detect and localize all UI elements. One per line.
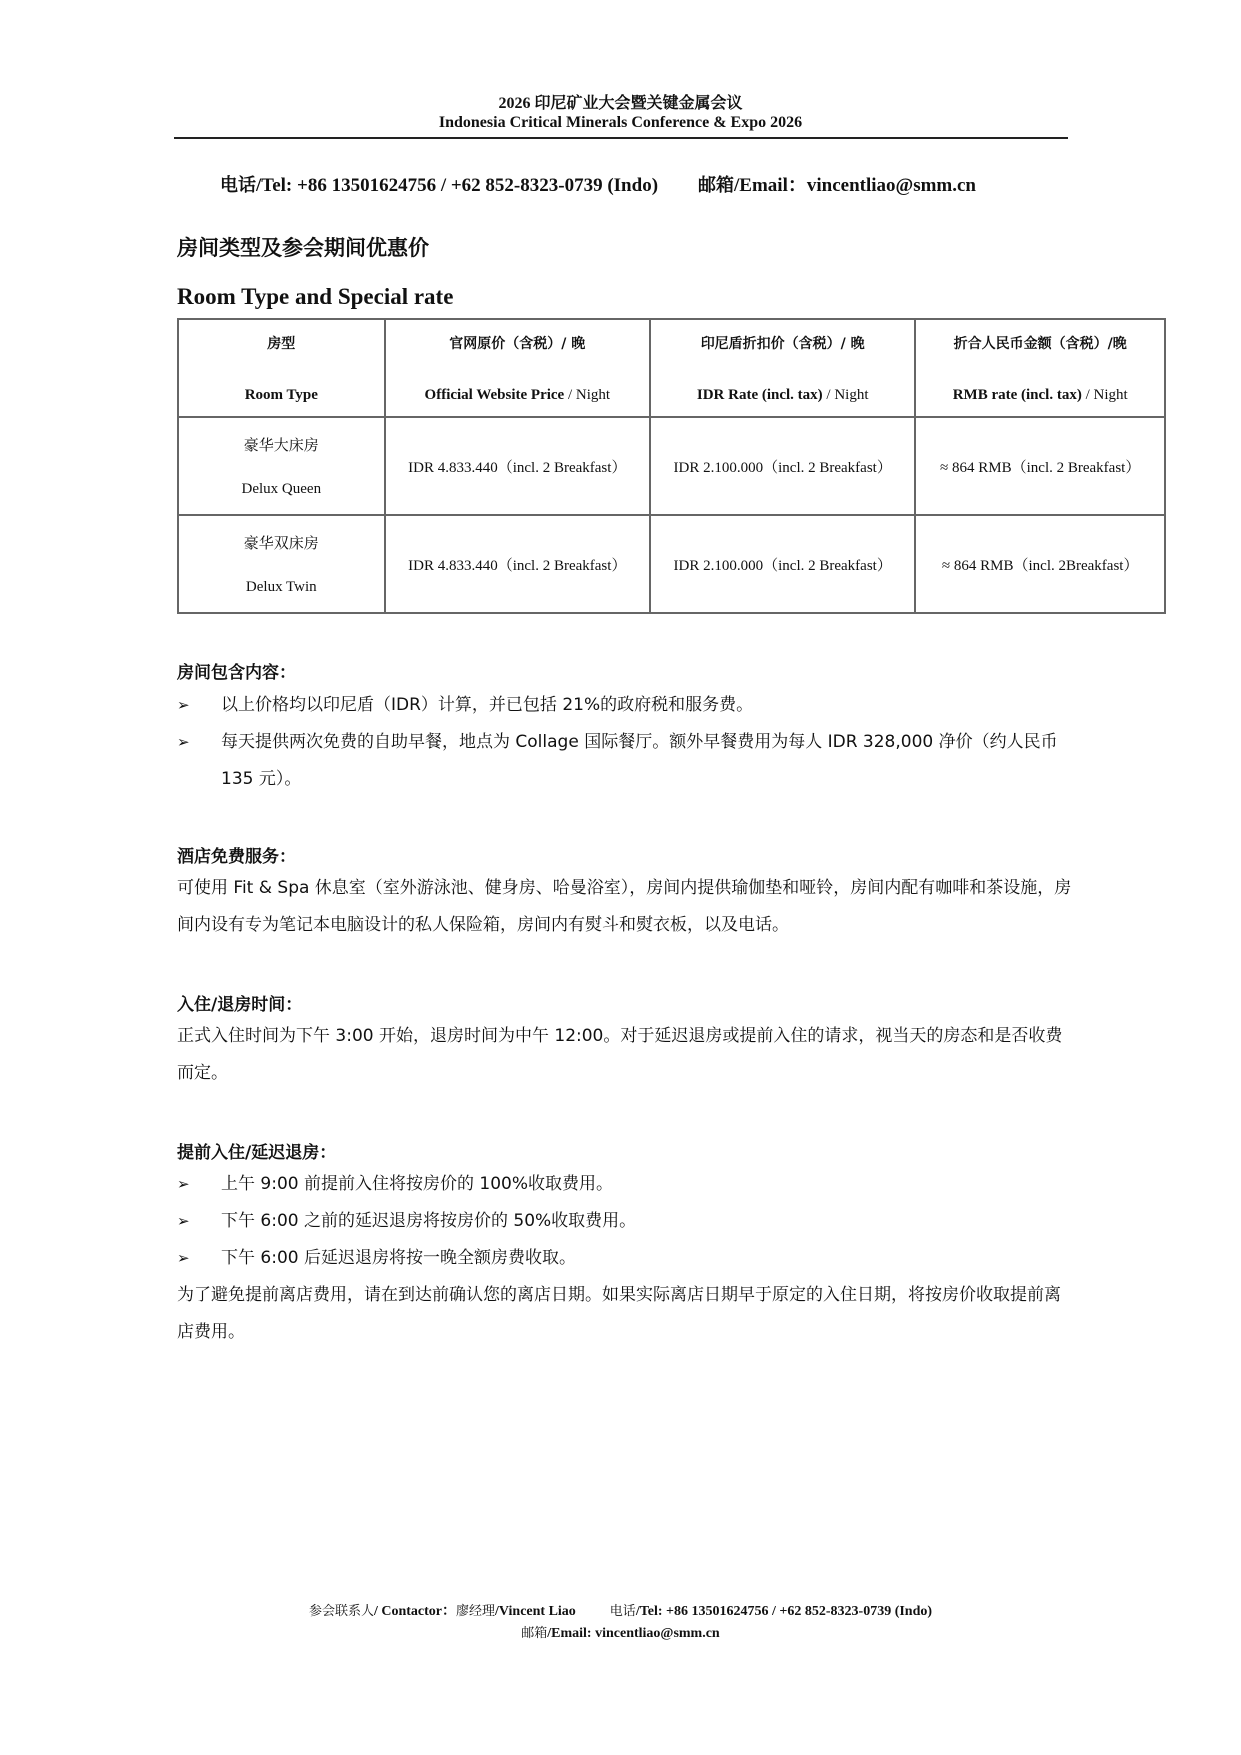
header-en: Room Type bbox=[244, 386, 318, 403]
email-address[interactable]: /Email：vincentliao@smm.cn bbox=[734, 175, 976, 196]
footer-tel-number[interactable]: /Tel: +86 13501624756 / +62 852-8323-0739 (Indo) bbox=[635, 1604, 933, 1619]
table-row bbox=[178, 515, 1165, 613]
tel-label: 电话 bbox=[220, 175, 256, 196]
header-official-price bbox=[385, 319, 650, 417]
services-heading: 酒店免费服务： bbox=[177, 847, 296, 867]
table-row bbox=[178, 417, 1165, 515]
footer-contactor-label: 参会联系人 bbox=[308, 1604, 374, 1619]
includes-heading: 房间包含内容： bbox=[177, 663, 296, 683]
checkin-heading: 入住/退房时间： bbox=[177, 995, 303, 1015]
tel-number[interactable]: /Tel: +86 13501624756 / +62 852-8323-0739 (Indo) bbox=[256, 175, 659, 196]
email-label: 邮箱 bbox=[698, 175, 735, 196]
room-name-cn: 豪华双床房 bbox=[243, 534, 319, 552]
arrow-bullet-icon: ➢ bbox=[177, 1249, 190, 1267]
list-item bbox=[177, 1203, 1097, 1240]
early-late-heading: 提前入住/延迟退房： bbox=[177, 1143, 337, 1163]
header-en: RMB rate (incl. tax) / Night bbox=[952, 386, 1128, 403]
list-item-text: 每天提供两次免费的自助早餐，地点为 Collage 国际餐厅。额外早餐费用为每人 IDR 328,000 净价（约人民币 135 元）。 bbox=[221, 732, 1058, 789]
list-item bbox=[177, 687, 1097, 724]
header-idr-rate bbox=[650, 319, 915, 417]
early-departure-note: 为了避免提前离店费用，请在到达前确认您的离店日期。如果实际离店日期早于原定的入住日期，将按房价收取提前离店费用。 bbox=[177, 1285, 1061, 1342]
room-name-en: Delux Twin bbox=[245, 579, 317, 595]
list-item bbox=[177, 1240, 1097, 1277]
section-title-cn: 房间类型及参会期间优惠价 bbox=[177, 236, 429, 260]
footer-email-address[interactable]: /Email: vincentliao@smm.cn bbox=[547, 1626, 720, 1641]
rmb-rate-cell: ≈ 864 RMB（incl. 2Breakfast） bbox=[915, 515, 1165, 613]
footer-manager-cn: 廖经理 bbox=[456, 1604, 496, 1619]
footer-email-label: 邮箱 bbox=[521, 1626, 548, 1641]
list-item-text: 下午 6:00 后延迟退房将按一晚全额房费收取。 bbox=[221, 1248, 576, 1268]
header-cn: 官网原价（含税）/ 晚 bbox=[449, 335, 586, 352]
header-cn: 房型 bbox=[267, 335, 296, 352]
footer-contactor-en: / Contactor： bbox=[373, 1604, 457, 1619]
room-name-en: Delux Queen bbox=[241, 481, 322, 497]
official-price-cell: IDR 4.833.440（incl. 2 Breakfast） bbox=[385, 417, 650, 515]
header-divider bbox=[174, 137, 1068, 139]
footer-tel-label: 电话 bbox=[609, 1604, 636, 1619]
list-item bbox=[177, 724, 1077, 798]
idr-rate-cell: IDR 2.100.000（incl. 2 Breakfast） bbox=[650, 417, 915, 515]
header-title-cn: 2026 印尼矿业大会暨关键金属会议 bbox=[498, 95, 743, 112]
section-title-en: Room Type and Special rate bbox=[177, 284, 454, 309]
list-item-text: 以上价格均以印尼盾（IDR）计算，并已包括 21%的政府税和服务费。 bbox=[221, 695, 754, 715]
header-en: IDR Rate (incl. tax) / Night bbox=[696, 386, 869, 403]
footer-contact-line bbox=[0, 1600, 1241, 1620]
table-header-row bbox=[178, 319, 1165, 417]
header-rmb-rate bbox=[915, 319, 1165, 417]
room-rate-table bbox=[177, 318, 1166, 614]
contact-line bbox=[220, 170, 976, 197]
idr-rate-cell: IDR 2.100.000（incl. 2 Breakfast） bbox=[650, 515, 915, 613]
list-item-text: 上午 9:00 前提前入住将按房价的 100%收取费用。 bbox=[221, 1174, 613, 1194]
footer-manager-en: /Vincent Liao bbox=[495, 1604, 576, 1619]
room-type-cell bbox=[178, 515, 385, 613]
header-cn: 折合人民币金额（含税）/晚 bbox=[953, 335, 1127, 352]
rmb-rate-cell: ≈ 864 RMB（incl. 2 Breakfast） bbox=[915, 417, 1165, 515]
list-item bbox=[177, 1166, 1097, 1203]
official-price-cell: IDR 4.833.440（incl. 2 Breakfast） bbox=[385, 515, 650, 613]
room-type-cell bbox=[178, 417, 385, 515]
arrow-bullet-icon: ➢ bbox=[177, 696, 190, 714]
header-cn: 印尼盾折扣价（含税）/ 晚 bbox=[700, 335, 865, 352]
header-en: Official Website Price / Night bbox=[424, 386, 611, 403]
footer-email-line bbox=[0, 1622, 1241, 1642]
arrow-bullet-icon: ➢ bbox=[177, 733, 190, 751]
header-room-type bbox=[178, 319, 385, 417]
arrow-bullet-icon: ➢ bbox=[177, 1212, 190, 1230]
arrow-bullet-icon: ➢ bbox=[177, 1175, 190, 1193]
header-title-en: Indonesia Critical Minerals Conference & Expo 2026 bbox=[438, 114, 803, 131]
list-item-text: 下午 6:00 之前的延迟退房将按房价的 50%收取费用。 bbox=[221, 1211, 637, 1231]
services-text: 可使用 Fit & Spa 休息室（室外游泳池、健身房、哈曼浴室），房间内提供瑜伽垫和哑铃，房间内配有咖啡和茶设施，房间内设有专为笔记本电脑设计的私人保险箱，房间内有熨斗和熨衣板，以及电话。 bbox=[177, 878, 1072, 935]
checkin-text: 正式入住时间为下午 3:00 开始，退房时间为中午 12:00。对于延迟退房或提前入住的请求，视当天的房态和是否收费而定。 bbox=[177, 1026, 1063, 1083]
room-name-cn: 豪华大床房 bbox=[243, 436, 319, 454]
